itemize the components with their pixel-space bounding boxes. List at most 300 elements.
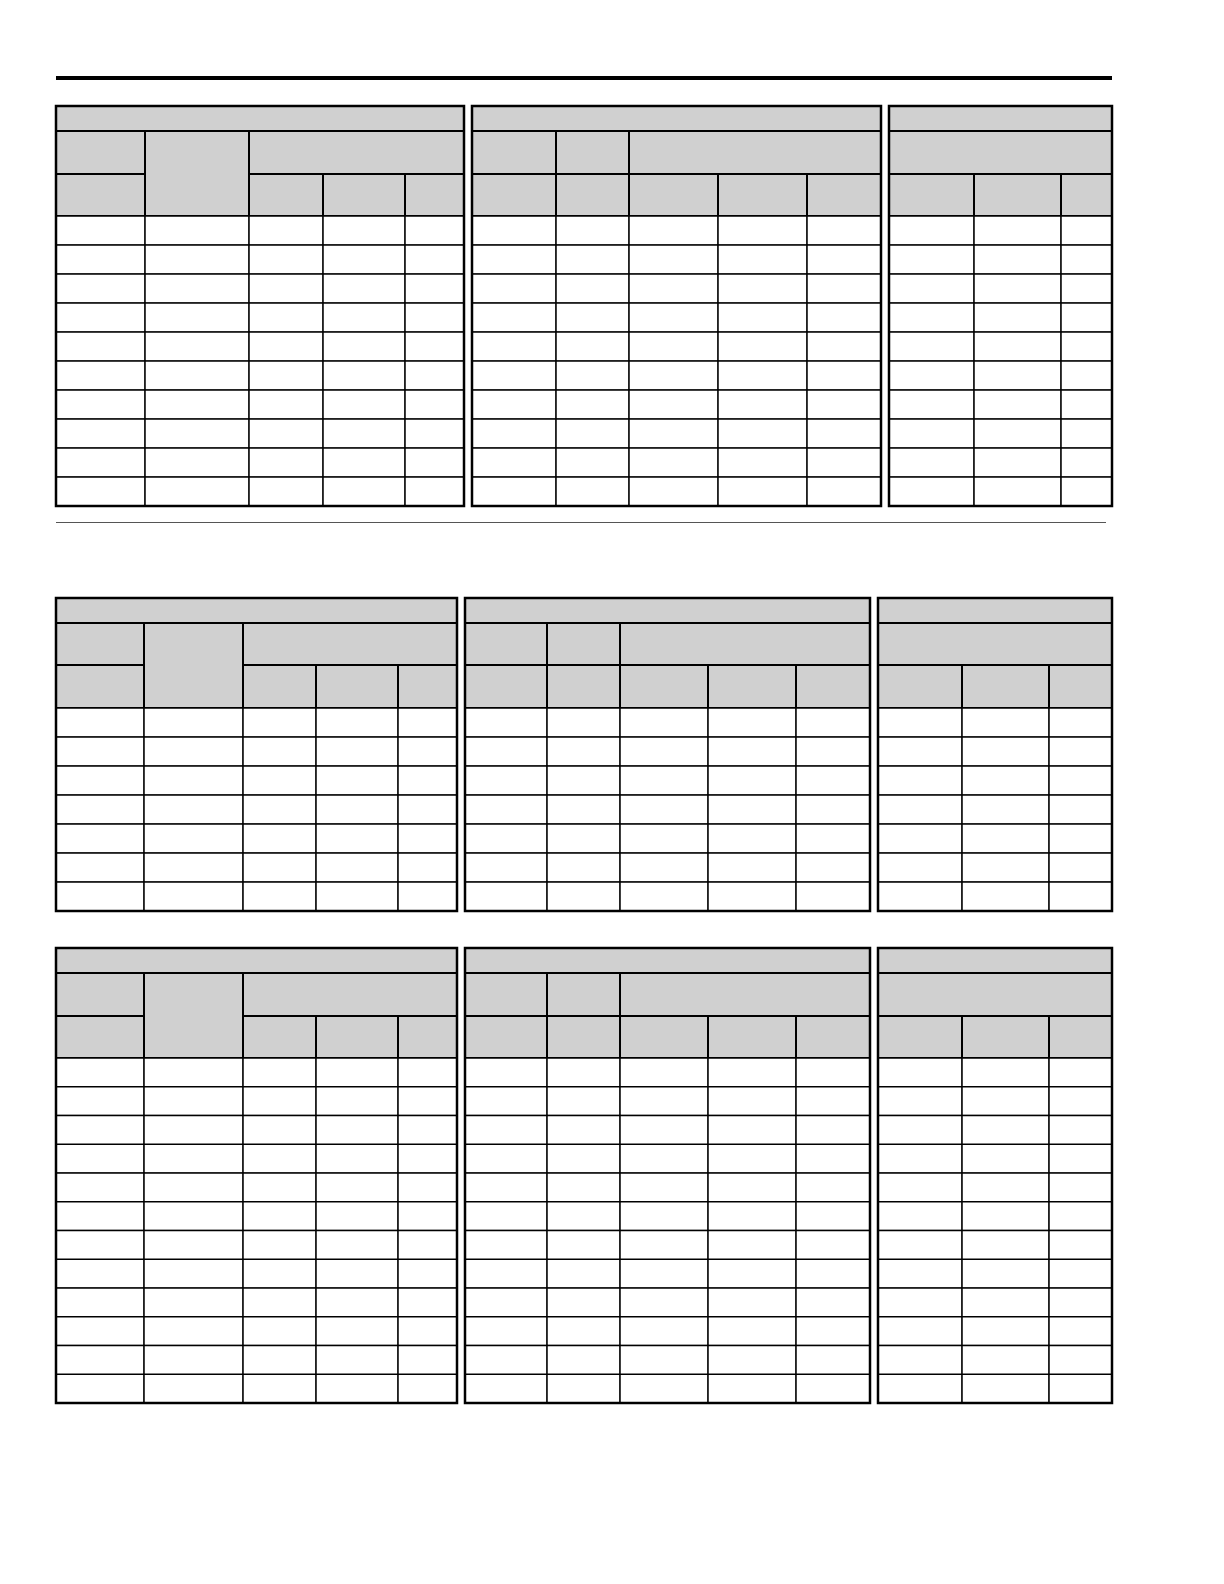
- section-2-middle-subheader-cell: [796, 665, 870, 708]
- section-3-left-cell: [316, 1346, 398, 1375]
- section-3-left-cell: [144, 1259, 243, 1288]
- section-3-left-cell: [56, 1202, 144, 1231]
- section-3-middle-cell: [465, 1317, 547, 1346]
- section-2-left-cell: [144, 824, 243, 853]
- section-3-right-cell: [1049, 1173, 1112, 1202]
- section-3-left-cell: [56, 1346, 144, 1375]
- section-3-left-cell: [316, 1144, 398, 1173]
- section-1-left-subheader-cell: [249, 174, 323, 216]
- section-1-right-cell: [974, 274, 1061, 303]
- section-1-left-cell: [145, 419, 249, 448]
- section-3-left-cell: [316, 1231, 398, 1260]
- section-1-left-cell: [249, 477, 323, 506]
- section-1-left-cell: [249, 419, 323, 448]
- section-3-middle-cell: [796, 1374, 870, 1403]
- section-2-right-cell: [962, 708, 1049, 737]
- section-3-right-cell: [962, 1231, 1049, 1260]
- section-1-middle-cell: [629, 419, 718, 448]
- section-2-middle-cell: [465, 795, 547, 824]
- section-2-right-cell: [878, 853, 962, 882]
- section-1-middle-cell: [472, 477, 556, 506]
- section-1-left-cell: [323, 448, 405, 477]
- section-2-left-cell: [144, 737, 243, 766]
- section-1-left-cell: [323, 361, 405, 390]
- section-2-left-subheader-cell: [56, 665, 144, 708]
- section-2-middle-subheader-cell: [708, 665, 796, 708]
- section-2-left-cell: [398, 795, 457, 824]
- section-3-right-cell: [962, 1058, 1049, 1087]
- section-2-left-cell: [316, 737, 398, 766]
- section-3-left-cell: [243, 1288, 316, 1317]
- section-1-middle-cell: [556, 274, 629, 303]
- section-1-left-cell: [323, 303, 405, 332]
- section-1-middle-title-bar: [472, 106, 881, 131]
- section-1-middle-cell: [807, 419, 881, 448]
- section-3-right-cell: [1049, 1288, 1112, 1317]
- table-section-1: [54, 104, 1114, 508]
- section-3-right-cell: [878, 1058, 962, 1087]
- section-3-middle-cell: [708, 1231, 796, 1260]
- section-3-middle-cell: [465, 1231, 547, 1260]
- section-3-middle-subheader-cell: [796, 1016, 870, 1058]
- section-3-middle-cell: [547, 1231, 620, 1260]
- section-3-left-header-span: [144, 973, 243, 1058]
- section-3-left-cell: [316, 1374, 398, 1403]
- section-3-middle-cell: [465, 1202, 547, 1231]
- section-2-left-cell: [144, 853, 243, 882]
- section-3-middle-cell: [547, 1144, 620, 1173]
- section-3-left-cell: [144, 1346, 243, 1375]
- section-1-middle-subheader-cell: [629, 174, 718, 216]
- section-3-middle-cell: [708, 1374, 796, 1403]
- section-1-middle-cell: [472, 419, 556, 448]
- section-3-left-cell: [316, 1058, 398, 1087]
- section-3-middle-cell: [547, 1346, 620, 1375]
- section-2-middle-cell: [708, 853, 796, 882]
- section-2-left-cell: [316, 824, 398, 853]
- section-2-right-cell: [1049, 708, 1112, 737]
- section-3-right-cell: [1049, 1346, 1112, 1375]
- section-3-left-cell: [243, 1346, 316, 1375]
- section-3-middle-header-cell: [465, 973, 547, 1016]
- section-2-left-subheader-cell: [316, 665, 398, 708]
- section-2-middle-header-cell: [465, 623, 547, 665]
- section-2-left-cell: [316, 882, 398, 911]
- section-3-left-cell: [144, 1116, 243, 1145]
- section-3-left-subheader-cell: [316, 1016, 398, 1058]
- section-1-left-cell: [56, 216, 145, 245]
- section-1-grid: [54, 104, 1114, 508]
- section-3-left-cell: [316, 1259, 398, 1288]
- section-1-left-cell: [56, 274, 145, 303]
- section-2-right-cell: [1049, 824, 1112, 853]
- section-1-middle-header-cell: [556, 131, 629, 174]
- section-3-left-cell: [56, 1317, 144, 1346]
- section-3-middle-cell: [708, 1317, 796, 1346]
- section-3-right-cell: [1049, 1317, 1112, 1346]
- section-1-right-cell: [889, 245, 974, 274]
- section-3-middle-cell: [620, 1202, 708, 1231]
- section-1-left-subheader-cell: [323, 174, 405, 216]
- section-1-left-cell: [405, 274, 464, 303]
- section-2-left-cell: [398, 824, 457, 853]
- section-2-middle-cell: [796, 795, 870, 824]
- section-1-right-cell: [1061, 216, 1112, 245]
- section-2-right-cell: [962, 766, 1049, 795]
- section-1-left-cell: [405, 216, 464, 245]
- section-1-right-cell: [1061, 274, 1112, 303]
- section-1-left-header-cell: [56, 131, 145, 174]
- section-1-right-title-bar: [889, 106, 1112, 131]
- section-3-middle-cell: [708, 1259, 796, 1288]
- section-3-right-cell: [962, 1317, 1049, 1346]
- section-2-right-cell: [878, 795, 962, 824]
- middle-rule: [56, 522, 1106, 523]
- section-1-left-cell: [56, 332, 145, 361]
- section-2-left-cell: [316, 795, 398, 824]
- section-2-middle-cell: [547, 795, 620, 824]
- section-1-middle-header-group: [629, 131, 881, 174]
- section-2-left-cell: [243, 737, 316, 766]
- section-1-left-cell: [323, 274, 405, 303]
- section-3-left-header-group: [243, 973, 457, 1016]
- section-3-middle-cell: [620, 1317, 708, 1346]
- section-2-middle-cell: [465, 708, 547, 737]
- section-3-left-cell: [144, 1317, 243, 1346]
- section-3-middle-cell: [708, 1202, 796, 1231]
- section-1-middle-cell: [472, 216, 556, 245]
- section-3-right-cell: [962, 1288, 1049, 1317]
- section-1-left-cell: [56, 245, 145, 274]
- section-3-right-cell: [962, 1259, 1049, 1288]
- section-2-left-cell: [398, 766, 457, 795]
- section-2-middle-cell: [547, 708, 620, 737]
- section-2-left-cell: [398, 853, 457, 882]
- section-1-middle-cell: [629, 303, 718, 332]
- section-1-right-subheader-cell: [1061, 174, 1112, 216]
- section-3-left-cell: [144, 1173, 243, 1202]
- section-1-left-cell: [323, 245, 405, 274]
- section-1-right-cell: [889, 361, 974, 390]
- section-3-left-cell: [398, 1317, 457, 1346]
- section-3-right-cell: [962, 1144, 1049, 1173]
- section-2-middle-header-group: [620, 623, 870, 665]
- section-1-left-cell: [405, 477, 464, 506]
- section-2-left-title-bar: [56, 598, 457, 623]
- section-1-left-cell: [145, 245, 249, 274]
- section-1-middle-cell: [556, 390, 629, 419]
- section-2-right-cell: [962, 824, 1049, 853]
- section-3-left-cell: [56, 1144, 144, 1173]
- section-2-left-cell: [398, 882, 457, 911]
- section-3-middle-cell: [708, 1346, 796, 1375]
- section-2-middle-cell: [465, 882, 547, 911]
- section-1-right-cell: [889, 332, 974, 361]
- section-3-right-cell: [878, 1288, 962, 1317]
- section-3-middle-header-group: [620, 973, 870, 1016]
- section-2-right-subheader-cell: [1049, 665, 1112, 708]
- section-1-left-cell: [405, 332, 464, 361]
- section-3-middle-cell: [796, 1317, 870, 1346]
- section-1-left-cell: [145, 361, 249, 390]
- section-1-right-cell: [974, 448, 1061, 477]
- section-3-middle-cell: [796, 1346, 870, 1375]
- section-3-middle-header-cell: [547, 973, 620, 1016]
- section-1-middle-cell: [718, 361, 807, 390]
- section-3-right-cell: [878, 1346, 962, 1375]
- section-1-left-cell: [56, 390, 145, 419]
- section-1-right-cell: [1061, 477, 1112, 506]
- section-1-left-cell: [56, 303, 145, 332]
- section-2-right-cell: [1049, 766, 1112, 795]
- section-1-right-cell: [889, 216, 974, 245]
- section-3-left-cell: [398, 1346, 457, 1375]
- section-2-middle-cell: [708, 882, 796, 911]
- section-3-middle-subheader-cell: [708, 1016, 796, 1058]
- section-2-middle-cell: [796, 824, 870, 853]
- section-3-left-cell: [316, 1288, 398, 1317]
- section-1-middle-cell: [472, 390, 556, 419]
- section-1-left-cell: [405, 419, 464, 448]
- section-1-left-cell: [145, 390, 249, 419]
- section-3-left-cell: [243, 1231, 316, 1260]
- section-3-right-cell: [1049, 1374, 1112, 1403]
- section-1-middle-cell: [556, 216, 629, 245]
- section-1-middle-cell: [807, 332, 881, 361]
- section-2-left-cell: [56, 795, 144, 824]
- section-3-middle-cell: [708, 1087, 796, 1116]
- section-3-right-subheader-cell: [962, 1016, 1049, 1058]
- section-1-left-cell: [145, 448, 249, 477]
- section-1-left-cell: [249, 332, 323, 361]
- section-3-middle-cell: [796, 1116, 870, 1145]
- section-1-right-cell: [1061, 448, 1112, 477]
- section-1-right-cell: [1061, 419, 1112, 448]
- section-3-right-cell: [878, 1087, 962, 1116]
- section-3-left-cell: [56, 1058, 144, 1087]
- section-1-left-title-bar: [56, 106, 464, 131]
- section-1-left-cell: [145, 216, 249, 245]
- section-2-left-header-group: [243, 623, 457, 665]
- section-1-middle-cell: [807, 477, 881, 506]
- section-1-middle-cell: [472, 274, 556, 303]
- section-2-right-cell: [878, 824, 962, 853]
- section-1-right-cell: [974, 303, 1061, 332]
- section-1-right-subheader-cell: [889, 174, 974, 216]
- section-3-middle-cell: [465, 1374, 547, 1403]
- section-1-middle-cell: [807, 303, 881, 332]
- section-3-right-cell: [878, 1144, 962, 1173]
- section-2-middle-cell: [620, 853, 708, 882]
- section-1-left-cell: [145, 303, 249, 332]
- section-3-middle-cell: [465, 1259, 547, 1288]
- section-2-left-cell: [243, 853, 316, 882]
- section-3-left-cell: [316, 1116, 398, 1145]
- section-3-middle-cell: [620, 1374, 708, 1403]
- section-1-right-header-group: [889, 131, 1112, 174]
- section-1-middle-cell: [718, 216, 807, 245]
- section-3-middle-cell: [465, 1346, 547, 1375]
- section-3-middle-cell: [465, 1144, 547, 1173]
- section-3-left-cell: [398, 1058, 457, 1087]
- section-2-right-cell: [962, 737, 1049, 766]
- section-1-left-cell: [249, 361, 323, 390]
- section-3-left-cell: [398, 1259, 457, 1288]
- section-1-left-cell: [56, 361, 145, 390]
- section-3-middle-cell: [465, 1116, 547, 1145]
- section-1-middle-cell: [718, 448, 807, 477]
- section-2-left-cell: [56, 708, 144, 737]
- section-2-middle-subheader-cell: [465, 665, 547, 708]
- section-3-left-cell: [144, 1288, 243, 1317]
- section-2-left-cell: [56, 824, 144, 853]
- section-1-left-cell: [323, 477, 405, 506]
- section-3-middle-cell: [620, 1231, 708, 1260]
- section-3-right-cell: [1049, 1202, 1112, 1231]
- section-1-left-cell: [249, 390, 323, 419]
- table-section-3: [54, 946, 1114, 1405]
- section-2-middle-cell: [547, 882, 620, 911]
- section-2-middle-cell: [796, 853, 870, 882]
- section-3-right-cell: [962, 1346, 1049, 1375]
- section-1-middle-header-cell: [472, 131, 556, 174]
- section-3-middle-cell: [620, 1087, 708, 1116]
- section-1-middle-cell: [472, 245, 556, 274]
- section-2-middle-cell: [796, 737, 870, 766]
- section-1-left-cell: [145, 274, 249, 303]
- section-3-right-cell: [1049, 1231, 1112, 1260]
- section-3-left-cell: [144, 1087, 243, 1116]
- section-1-right-cell: [889, 390, 974, 419]
- section-3-left-cell: [56, 1374, 144, 1403]
- section-3-left-cell: [243, 1202, 316, 1231]
- section-2-left-header-cell: [56, 623, 144, 665]
- section-2-right-cell: [878, 766, 962, 795]
- section-1-middle-subheader-cell: [807, 174, 881, 216]
- section-3-middle-subheader-cell: [620, 1016, 708, 1058]
- section-2-middle-subheader-cell: [547, 665, 620, 708]
- section-2-left-cell: [316, 708, 398, 737]
- section-2-left-cell: [243, 708, 316, 737]
- section-3-left-cell: [56, 1259, 144, 1288]
- section-2-right-cell: [878, 708, 962, 737]
- section-2-middle-header-cell: [547, 623, 620, 665]
- section-3-middle-cell: [708, 1058, 796, 1087]
- section-2-grid: [54, 596, 1114, 913]
- section-1-left-header-group: [249, 131, 464, 174]
- section-3-left-cell: [243, 1317, 316, 1346]
- section-1-right-cell: [1061, 303, 1112, 332]
- section-1-middle-cell: [629, 448, 718, 477]
- section-2-right-header-group: [878, 623, 1112, 665]
- section-3-left-subheader-cell: [398, 1016, 457, 1058]
- section-3-middle-cell: [465, 1173, 547, 1202]
- section-1-middle-cell: [629, 332, 718, 361]
- section-2-left-cell: [316, 766, 398, 795]
- section-3-middle-cell: [547, 1288, 620, 1317]
- section-3-right-cell: [962, 1087, 1049, 1116]
- section-1-left-cell: [405, 390, 464, 419]
- section-1-middle-cell: [629, 216, 718, 245]
- section-2-middle-title-bar: [465, 598, 870, 623]
- section-2-left-cell: [243, 824, 316, 853]
- section-1-middle-cell: [629, 390, 718, 419]
- section-3-right-cell: [1049, 1259, 1112, 1288]
- section-1-right-cell: [974, 332, 1061, 361]
- section-1-right-cell: [974, 245, 1061, 274]
- section-1-right-cell: [1061, 332, 1112, 361]
- section-2-right-cell: [1049, 853, 1112, 882]
- section-2-left-header-span: [144, 623, 243, 708]
- section-3-middle-cell: [708, 1144, 796, 1173]
- section-3-grid: [54, 946, 1114, 1405]
- section-3-middle-cell: [796, 1202, 870, 1231]
- section-3-right-subheader-cell: [1049, 1016, 1112, 1058]
- section-1-middle-cell: [718, 245, 807, 274]
- section-3-middle-cell: [547, 1116, 620, 1145]
- section-1-left-cell: [249, 245, 323, 274]
- section-3-left-subheader-cell: [243, 1016, 316, 1058]
- section-2-middle-cell: [620, 708, 708, 737]
- section-1-middle-subheader-cell: [472, 174, 556, 216]
- section-3-right-cell: [962, 1202, 1049, 1231]
- section-1-middle-cell: [629, 361, 718, 390]
- section-3-right-cell: [878, 1173, 962, 1202]
- section-1-middle-cell: [718, 477, 807, 506]
- section-2-left-subheader-cell: [243, 665, 316, 708]
- section-1-middle-cell: [807, 245, 881, 274]
- section-2-middle-cell: [708, 824, 796, 853]
- section-3-middle-cell: [620, 1173, 708, 1202]
- section-3-middle-cell: [465, 1087, 547, 1116]
- section-3-left-cell: [243, 1058, 316, 1087]
- section-1-left-cell: [249, 448, 323, 477]
- section-2-middle-cell: [465, 853, 547, 882]
- section-3-middle-cell: [796, 1144, 870, 1173]
- section-3-middle-cell: [465, 1058, 547, 1087]
- section-3-right-cell: [962, 1173, 1049, 1202]
- section-3-left-title-bar: [56, 948, 457, 973]
- section-3-left-cell: [56, 1116, 144, 1145]
- section-1-left-cell: [249, 216, 323, 245]
- section-3-middle-cell: [796, 1288, 870, 1317]
- section-3-right-cell: [962, 1116, 1049, 1145]
- section-2-middle-cell: [465, 766, 547, 795]
- section-1-middle-cell: [807, 361, 881, 390]
- section-3-right-cell: [878, 1374, 962, 1403]
- section-1-left-cell: [323, 332, 405, 361]
- section-1-middle-cell: [472, 448, 556, 477]
- section-1-right-cell: [974, 216, 1061, 245]
- section-2-right-cell: [1049, 737, 1112, 766]
- section-2-right-subheader-cell: [878, 665, 962, 708]
- section-2-middle-cell: [620, 882, 708, 911]
- section-3-right-cell: [878, 1116, 962, 1145]
- section-2-right-cell: [962, 882, 1049, 911]
- section-1-left-cell: [249, 303, 323, 332]
- section-3-left-cell: [398, 1288, 457, 1317]
- section-2-middle-cell: [547, 824, 620, 853]
- section-3-right-cell: [1049, 1087, 1112, 1116]
- section-3-left-cell: [316, 1087, 398, 1116]
- section-1-middle-cell: [556, 332, 629, 361]
- section-2-left-cell: [316, 853, 398, 882]
- section-2-left-cell: [398, 708, 457, 737]
- section-2-left-cell: [398, 737, 457, 766]
- section-3-right-cell: [1049, 1058, 1112, 1087]
- section-3-left-cell: [243, 1116, 316, 1145]
- section-2-left-cell: [144, 708, 243, 737]
